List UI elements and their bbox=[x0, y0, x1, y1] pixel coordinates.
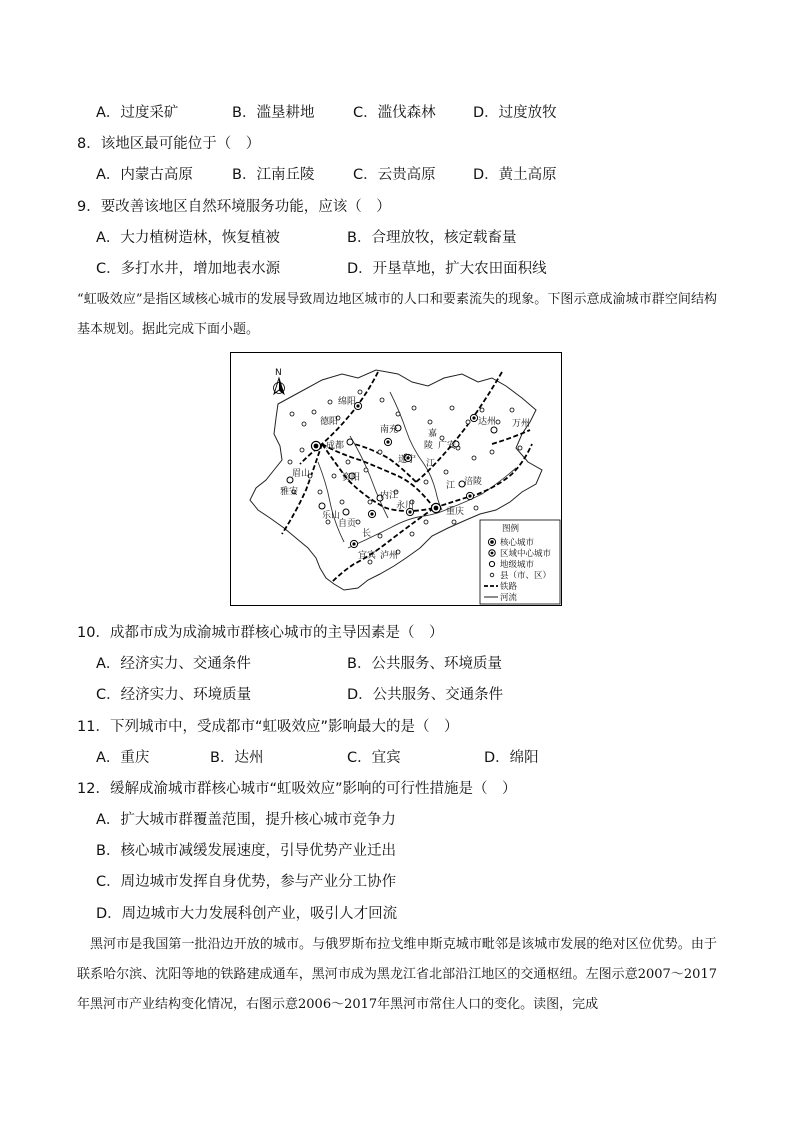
q9-stem: 9．要改善该地区自然环境服务功能，应该（ ） bbox=[77, 199, 391, 215]
label-suining: 遂宁 bbox=[398, 455, 417, 465]
label-fuling: 涪陵 bbox=[464, 477, 483, 487]
q7-option-d: D．过度放牧 bbox=[473, 105, 557, 121]
map-legend bbox=[480, 520, 560, 604]
legend-river: 河流 bbox=[500, 593, 518, 603]
q9-option-d: D．开垦草地，扩大农田面积线 bbox=[347, 261, 547, 277]
q8-option-a: A．内蒙古高原 bbox=[96, 167, 193, 183]
intro-heihe: 黑河市是我国第一批沿边开放的城市。与俄罗斯布拉戈维申斯克城市毗邻是该城市发展的绝对区位优势。由于联系哈尔滨、沈阳等地的铁路建成通车，黑河市成为黑龙江省北部沿江地区的交通枢纽。左图示意2007～2017年黑河市产业结构变化情况，右图示意2006～2017年黑河市常住人口的变化。读图，完成 bbox=[77, 937, 717, 1012]
q8-option-c: C．云贵高原 bbox=[353, 167, 436, 183]
q11-stem: 11．下列城市中，受成都市“虹吸效应”影响最大的是（ ） bbox=[77, 719, 459, 735]
river-label-chang: 长 bbox=[362, 529, 372, 539]
q12-option-b: B．核心城市减缓发展速度，引导优势产业迁出 bbox=[96, 843, 396, 859]
label-ziyang: 资阳 bbox=[342, 473, 361, 483]
river-label-ling: 陵 bbox=[424, 441, 434, 451]
legend-title: 图例 bbox=[502, 524, 520, 534]
q8-option-b: B．江南丘陵 bbox=[232, 167, 315, 183]
q7-option-a: A．过度采矿 bbox=[96, 105, 179, 121]
q10-option-d: D．公共服务、交通条件 bbox=[347, 687, 504, 703]
q9-option-c: C．多打水井，增加地表水源 bbox=[96, 261, 281, 277]
label-wanzhou: 万州 bbox=[512, 419, 531, 429]
label-guangan: 广安 bbox=[438, 441, 457, 451]
label-neijiang: 内江 bbox=[380, 491, 399, 501]
q7-option-c: C．滥伐森林 bbox=[353, 105, 436, 121]
label-yaan: 雅安 bbox=[280, 487, 299, 497]
q10-option-a: A．经济实力、交通条件 bbox=[96, 656, 251, 672]
q10-stem: 10．成都市成为成渝城市群核心城市的主导因素是（ ） bbox=[77, 625, 444, 641]
q9-option-a: A．大力植树造林，恢复植被 bbox=[96, 230, 280, 246]
chengyu-city-cluster-map bbox=[230, 352, 562, 606]
q10-option-c: C．经济实力、环境质量 bbox=[96, 687, 252, 703]
q11-option-d: D．绵阳 bbox=[484, 750, 539, 766]
label-dazhou: 达州 bbox=[478, 417, 497, 427]
q12-option-c: C．周边城市发挥自身优势，参与产业分工协作 bbox=[96, 874, 397, 890]
river-label-jia: 嘉 bbox=[428, 429, 438, 439]
legend-prefecture-city: 地级城市 bbox=[500, 560, 535, 570]
label-leshan: 乐山 bbox=[322, 511, 341, 521]
q12-stem: 12．缓解成渝城市群核心城市“虹吸效应”影响的可行性措施是（ ） bbox=[77, 781, 517, 797]
q12-option-d: D．周边城市大力发展科创产业，吸引人才回流 bbox=[96, 906, 398, 922]
label-nanchong: 南充 bbox=[380, 425, 399, 435]
label-deyang: 德阳 bbox=[320, 417, 339, 427]
label-chengdu: 成都 bbox=[326, 441, 345, 451]
label-yongchuan: 永川 bbox=[396, 501, 415, 511]
label-mianyang: 绵阳 bbox=[338, 397, 357, 407]
intro-siphon-effect: “虹吸效应”是指区域核心城市的发展导致周边地区城市的人口和要素流失的现象。下图示意成渝城市群空间结构基本规划。据此完成下面小题。 bbox=[77, 292, 717, 337]
q9-option-b: B．合理放牧，核定载畜量 bbox=[347, 230, 517, 246]
label-meishan: 眉山 bbox=[292, 469, 311, 479]
legend-regional-center: 区域中心城市 bbox=[500, 549, 552, 559]
legend-core-city: 核心城市 bbox=[500, 538, 535, 548]
q7-option-b: B．滥垦耕地 bbox=[232, 105, 315, 121]
q10-option-b: B．公共服务、环境质量 bbox=[347, 656, 502, 672]
q11-option-a: A．重庆 bbox=[96, 750, 150, 766]
label-chongqing: 重庆 bbox=[446, 507, 465, 517]
label-yibin: 宜宾 bbox=[358, 551, 377, 561]
legend-railway: 铁路 bbox=[500, 582, 518, 592]
legend-county: 县（市、区） bbox=[500, 571, 552, 581]
q11-option-b: B．达州 bbox=[210, 750, 264, 766]
north-label: N bbox=[275, 368, 282, 378]
label-zigong: 自贡 bbox=[338, 519, 357, 529]
river-label-jiang-1: 江 bbox=[426, 459, 436, 469]
label-luzhou: 泸州 bbox=[380, 551, 399, 561]
river-label-jiang-2: 江 bbox=[446, 481, 456, 491]
q8-option-d: D．黄土高原 bbox=[473, 167, 557, 183]
q12-option-a: A．扩大城市群覆盖范围，提升核心城市竞争力 bbox=[96, 812, 396, 828]
q11-option-c: C．宜宾 bbox=[347, 750, 401, 766]
q8-stem: 8．该地区最可能位于（ ） bbox=[77, 136, 261, 152]
